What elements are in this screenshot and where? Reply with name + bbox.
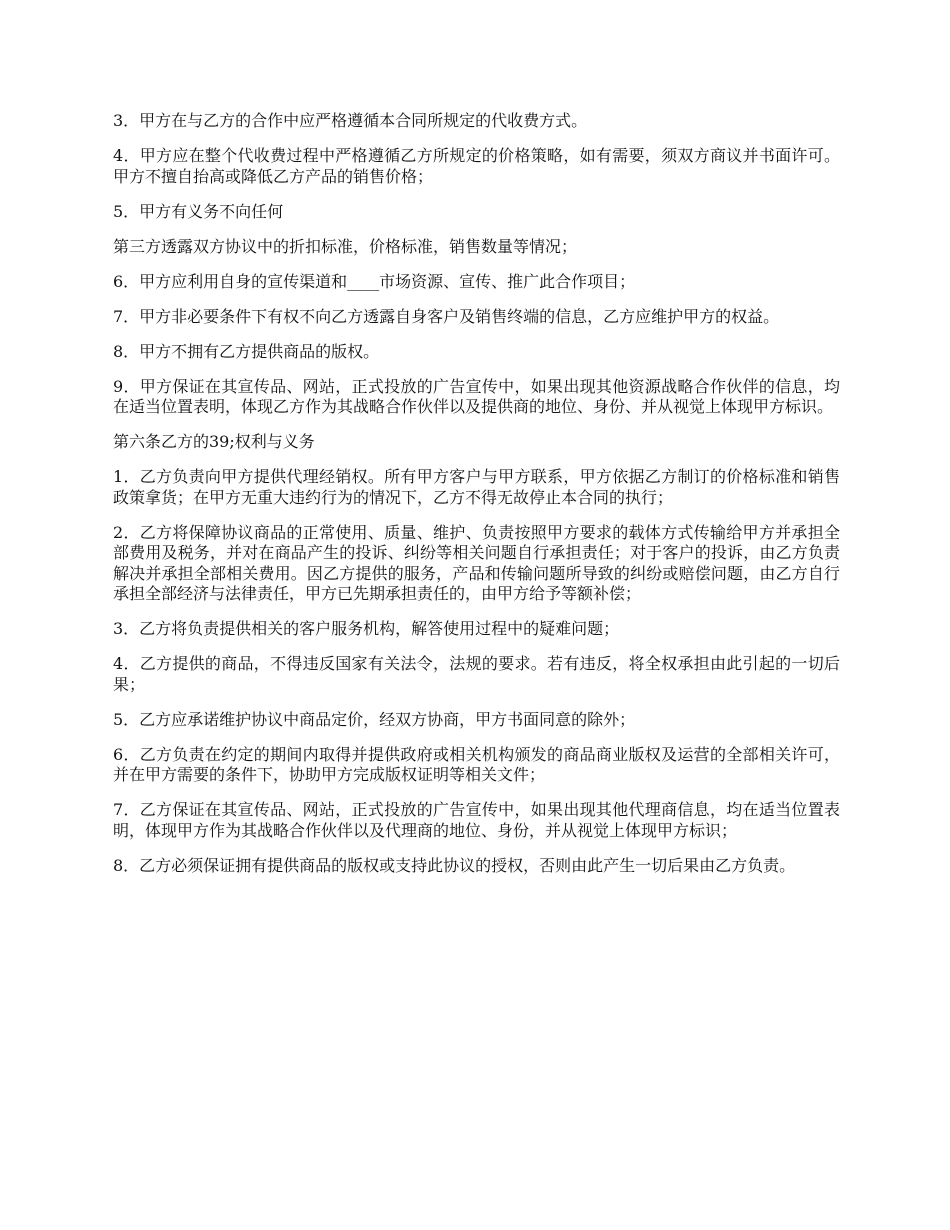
clause-paragraph: 5．乙方应承诺维护协议中商品定价，经双方协商，甲方书面同意的除外；: [113, 709, 636, 729]
clause-paragraph: 7．乙方保证在其宣传品、网站，正式投放的广告宣传中，如果出现其他代理商信息，均在适当位置表明，体现甲方作为其战略合作伙伴以及代理商的地位、身份，并从视觉上体现甲方标识；: [113, 800, 840, 840]
clause-paragraph: 7．甲方非必要条件下有权不向乙方透露自身客户及销售终端的信息，乙方应维护甲方的权益。: [113, 306, 780, 326]
clause-paragraph: 8．甲方不拥有乙方提供商品的版权。: [113, 341, 380, 361]
clause-paragraph: 3．甲方在与乙方的合作中应严格遵循本合同所规定的代收费方式。: [113, 111, 588, 130]
section-heading: 第六条乙方的39;权利与义务: [113, 432, 315, 451]
document-page: [113, 111, 840, 891]
clause-paragraph: 9．甲方保证在其宣传品、网站，正式投放的广告宣传中，如果出现其他资源战略合作伙伴的信息，均在适当位置表明，体现乙方作为其战略合作伙伴以及提供商的地位、身份、并从视觉上体现甲方标识。: [113, 376, 840, 416]
clause-paragraph: 第三方透露双方协议中的折扣标准，价格标准，销售数量等情况；: [113, 236, 578, 256]
clause-paragraph: 4．甲方应在整个代收费过程中严格遵循乙方所规定的价格策略，如有需要，须双方商议并书面许可。甲方不擅自抬高或降低乙方产品的销售价格；: [113, 146, 840, 186]
clause-paragraph: 1．乙方负责向甲方提供代理经销权。所有甲方客户与甲方联系，甲方依据乙方制订的价格标准和销售政策拿货；在甲方无重大违约行为的情况下，乙方不得无故停止本合同的执行；: [113, 467, 840, 507]
clause-paragraph: 3．乙方将负责提供相关的客户服务机构，解答使用过程中的疑难问题；: [113, 619, 620, 638]
clause-paragraph: 2．乙方将保障协议商品的正常使用、质量、维护、负责按照甲方要求的载体方式传输给甲方并承担全部费用及税务，并对在商品产生的投诉、纠纷等相关问题自行承担责任；对于客户的投诉，由乙方负责解决并承担全部相关费用。因乙方提供的服务，产品和传输问题所导致的纠纷或赔偿问题，由乙方自行承担全部经济与法律责任，甲方已先期承担责任的，由甲方给予等额补偿；: [113, 522, 840, 603]
clause-paragraph: 4．乙方提供的商品，不得违反国家有关法令，法规的要求。若有违反，将全权承担由此引起的一切后果；: [113, 654, 840, 694]
clause-paragraph: 6．乙方负责在约定的期间内取得并提供政府或相关机构颁发的商品商业版权及运营的全部相关许可，并在甲方需要的条件下，协助甲方完成版权证明等相关文件；: [113, 744, 840, 784]
clause-paragraph: 8．乙方必须保证拥有提供商品的版权或支持此协议的授权，否则由此产生一切后果由乙方负责。: [113, 855, 796, 875]
clause-paragraph: 5．甲方有义务不向任何: [113, 201, 284, 221]
clause-paragraph: 6．甲方应利用自身的宣传渠道和____市场资源、宣传、推广此合作项目；: [113, 271, 636, 291]
